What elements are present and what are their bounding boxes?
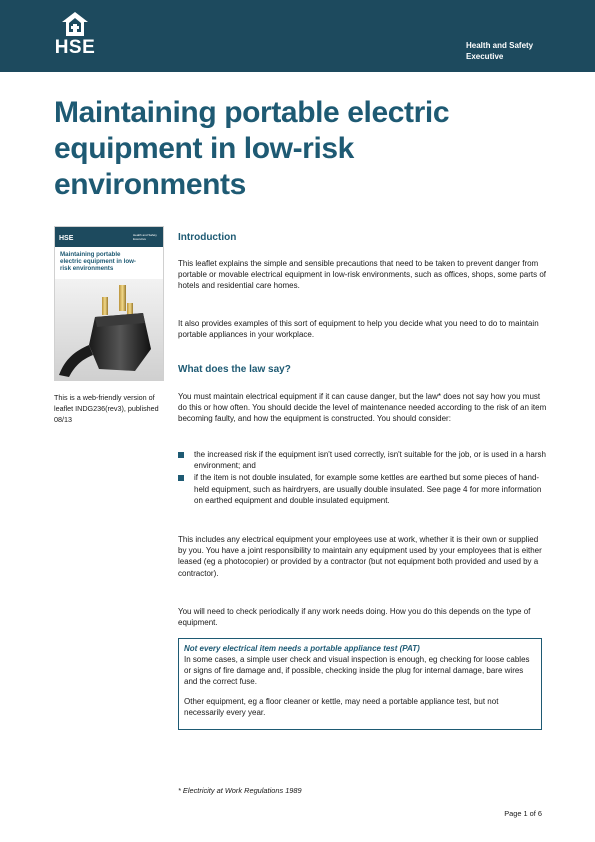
list-item-text: if the item is not double insulated, for example some kettles are earthed but some pieces of hand-held equipment, such as hairdryers, are usually double insulated. See page 4 for more information on earthed equipment and double insulated equipment. (194, 473, 542, 505)
document-title (54, 95, 454, 203)
considerations-list (178, 449, 548, 507)
bullet-square-icon (178, 452, 184, 458)
org-name-line1: Health and Safety (466, 41, 534, 50)
organisation-name (466, 40, 566, 62)
cover-logo-text: HSE (59, 235, 74, 242)
pat-note-text-2: Other equipment, eg a floor cleaner or kettle, may need a portable appliance test, but not necessarily every year. (184, 696, 499, 717)
law-paragraph-3: You will need to check periodically if any work needs doing. How you do this depends on the type of equipment. (178, 607, 531, 628)
pat-note-heading: Not every electrical item needs a portable appliance test (PAT) (184, 644, 420, 653)
introduction-paragraph-1: This leaflet explains the simple and sensible precautions that need to be taken to prevent danger from portable or movable electrical equipment in low-risk environments, such as offices, shops, some parts of hotels and residential care homes. (178, 259, 547, 291)
title-line1: Maintaining portable electric (54, 96, 450, 129)
list-item-text: the increased risk if the equipment isn't used correctly, isn't suitable for the job, or is used in a harsh environment; and (194, 450, 546, 471)
cover-title: Maintaining portable electric equipment in low-risk environments (60, 251, 136, 272)
introduction-paragraph-2: It also provides examples of this sort of equipment to help you decide what you need to do to maintain portable appliances in your workplace. (178, 319, 539, 340)
hse-logo-text: HSE (54, 37, 96, 58)
bullet-square-icon (178, 475, 184, 481)
pat-note-box (178, 638, 542, 730)
footnote: * Electricity at Work Regulations 1989 (178, 786, 302, 795)
plug-photo-icon (55, 279, 164, 381)
page-number: Page 1 of 6 (504, 809, 542, 818)
leaflet-cover-thumbnail (54, 226, 164, 381)
law-heading: What does the law say? (178, 364, 291, 375)
introduction-heading: Introduction (178, 232, 237, 243)
pat-note-text-1: In some cases, a simple user check and visual inspection is enough, eg checking for loose cables or signs of fire damage and, if possible, checking inside the plug for internal damage, bare wires and the correct fuse. (184, 655, 530, 687)
law-paragraph-1: You must maintain electrical equipment if it can cause danger, but the law* does not say how you must do this or how often. You should decide the level of maintenance needed according to the risk of an item becoming faulty, and how the equipment is constructed. You should consider: (178, 392, 547, 424)
title-line3: environments (54, 168, 246, 201)
cover-org-name: Health and Safety Executive (133, 233, 157, 241)
org-name-line2: Executive (466, 52, 504, 61)
title-line2: equipment in low-risk (54, 132, 354, 165)
leaflet-caption: This is a web-friendly version of leaflet INDG236(rev3), published 08/13 (54, 393, 159, 424)
hse-logo (52, 12, 98, 60)
hse-logo-icon (62, 12, 88, 36)
list-item (178, 449, 548, 471)
law-paragraph-2: This includes any electrical equipment your employees use at work, whether it is their own or supplied by you. You have a joint responsibility to maintain any equipment used by your employees that is either leased (eg a photocopier) or provided by a contractor (but not equipment both provided and used by a contractor). (178, 535, 542, 578)
list-item (178, 472, 548, 506)
header-band (0, 0, 595, 72)
